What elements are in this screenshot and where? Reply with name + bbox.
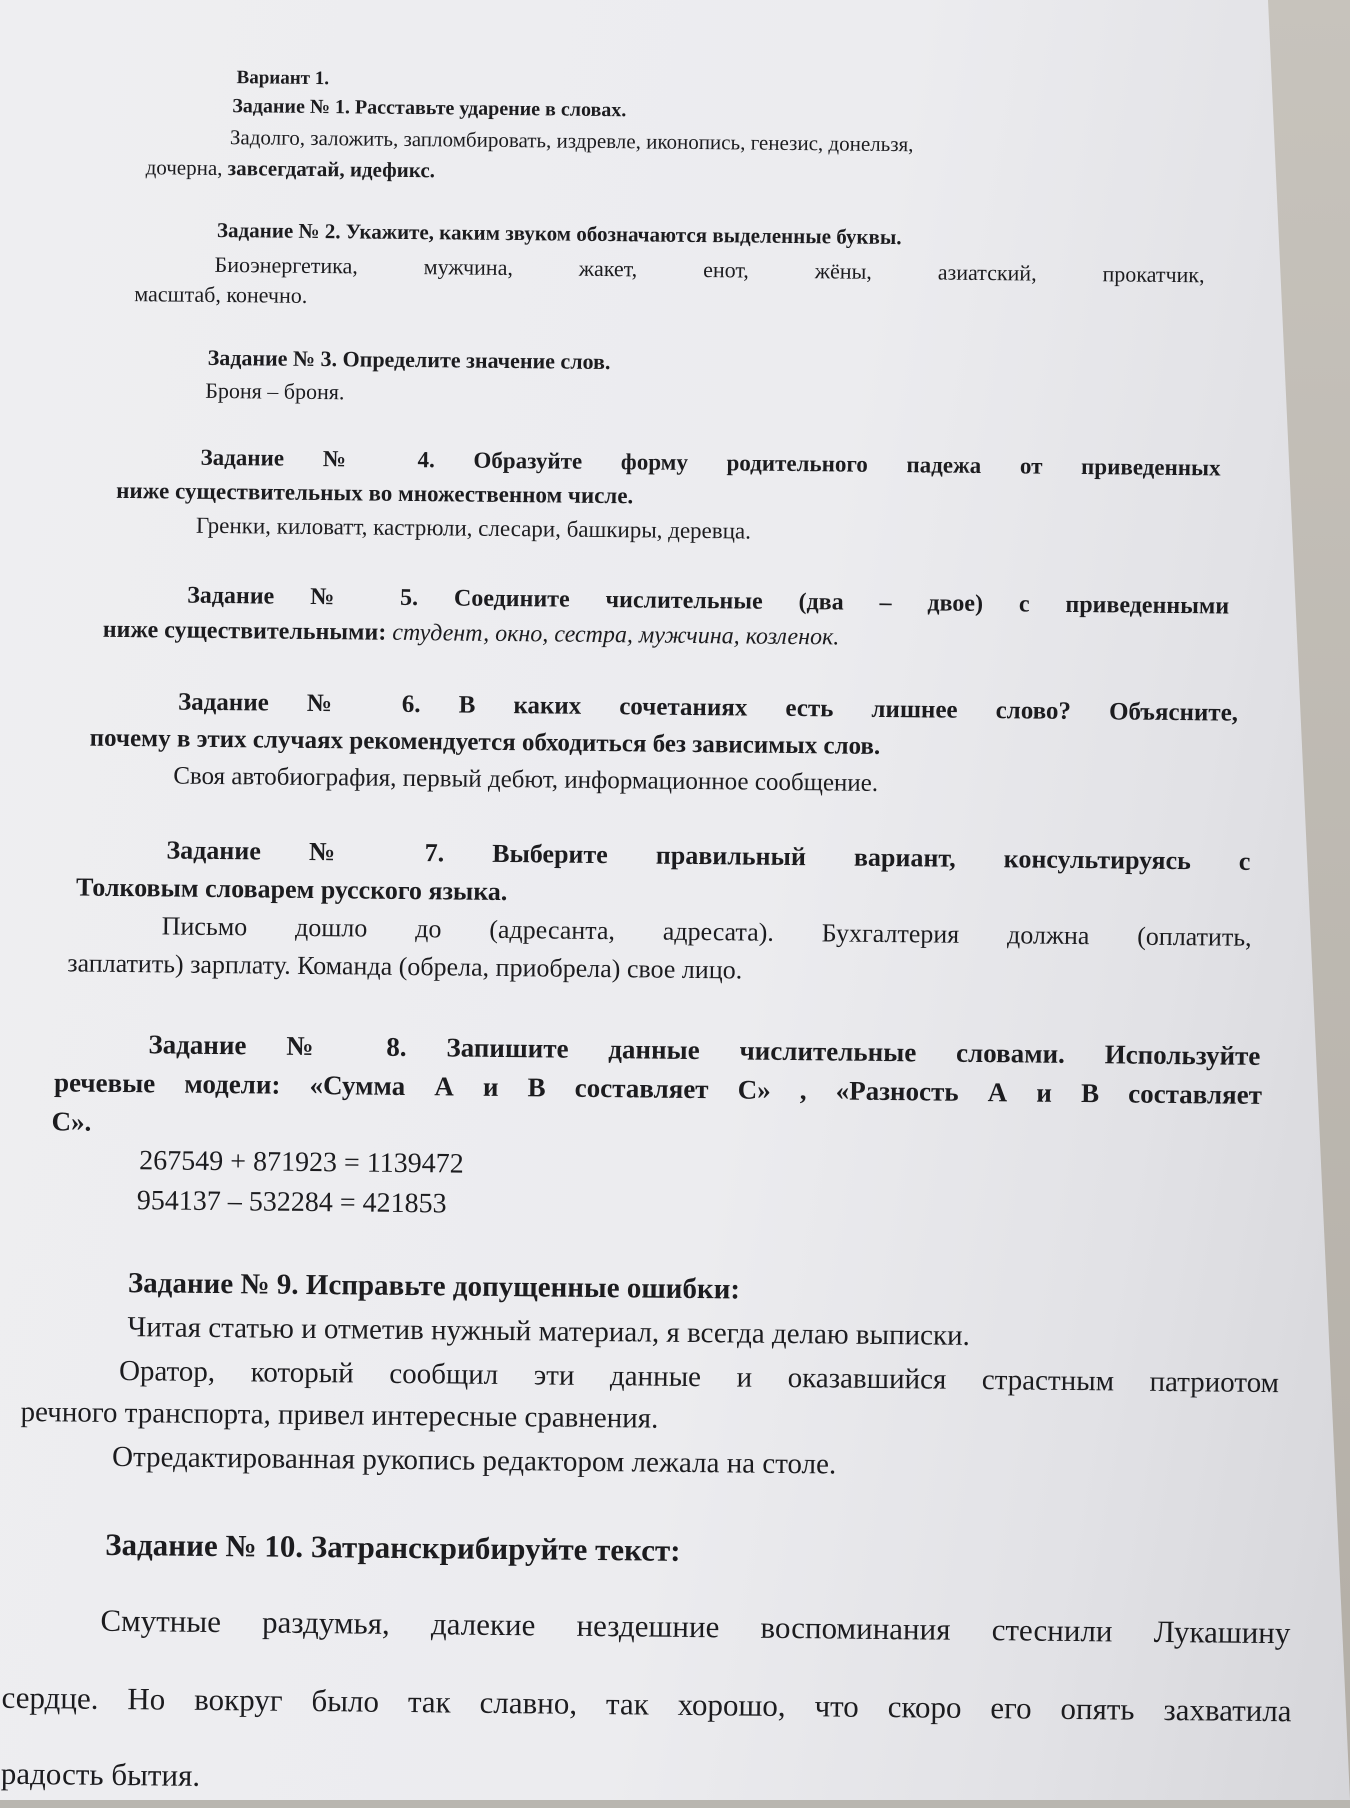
task-5-title-bold: ниже существительными: [102, 616, 387, 646]
task-3-title: Задание № 3. Определите значение слов. [207, 344, 611, 375]
task-9-title: Задание № 9. Исправьте допущенные ошибки: [127, 1267, 741, 1306]
task-5-title-line-2 [103, 618, 840, 650]
task-1-words-plain: дочерна, [145, 155, 228, 181]
task-5-nouns: студент, окно, сестра, мужчина, козленок. [392, 619, 840, 651]
task-4-title-line-2: ниже существительных во множественном числе. [116, 477, 634, 509]
task-10-text-line-3: радость бытия. [0, 1755, 201, 1793]
task-7-title-line-1: Задание № 7. Выберите правильный вариант, консультируясь с [166, 835, 1251, 876]
task-1-words-bold: завсегдатай, идефикс. [227, 156, 436, 183]
variant-heading: Вариант 1. [236, 67, 330, 90]
task-6-title-line-1: Задание № 6. В каких сочетаниях есть лишнее слово? Объясните, [177, 688, 1239, 727]
task-2-words-line-1: Биоэнергетика, мужчина, жакет, енот, жёны, азиатский, прокатчик, [214, 251, 1205, 288]
task-10-title: Задание № 10. Затранскрибируйте текст: [105, 1526, 681, 1568]
task-8-equation-2: 954137 – 532284 = 421853 [136, 1185, 447, 1220]
task-10-text-line-2: сердце. Но вокруг было так славно, так хорошо, что скоро его опять захватила [1, 1679, 1292, 1729]
task-4-title-line-1: Задание № 4. Образуйте форму родительного падежа от приведенных [200, 444, 1221, 481]
task-7-words-line-2: заплатить) зарплату. Команда (обрела, приобрела) свое лицо. [67, 948, 743, 985]
task-9-sentence-2-line-1: Оратор, который сообщил эти данные и оказавшийся страстным патриотом [118, 1354, 1280, 1400]
task-2-words-line-2: масштаб, конечно. [134, 281, 308, 308]
task-10-text-line-1: Смутные раздумья, далекие нездешние воспоминания стеснили Лукашину [100, 1602, 1291, 1651]
task-2-title: Задание № 2. Укажите, каким звуком обозначаются выделенные буквы. [216, 217, 902, 250]
task-7-words-line-1: Письмо дошло до (адресанта, адресата). Бухгалтерия должна (оплатить, [161, 911, 1252, 952]
task-6-words: Своя автобиография, первый дебют, информационное сообщение. [173, 762, 879, 797]
task-7-title-line-2: Толковым словарем русского языка. [75, 872, 508, 907]
task-3-words: Броня – броня. [205, 377, 345, 405]
task-4-words: Гренки, киловатт, кастрюли, слесари, башкиры, деревца. [195, 512, 752, 544]
task-9-sentence-3: Отредактированная рукопись редактором лежала на столе. [111, 1440, 837, 1481]
task-6-title-line-2: почему в этих случаях рекомендуется обходиться без зависимых слов. [89, 724, 881, 760]
task-1-words-line-1: Задолго, заложить, запломбировать, издревле, иконопись, генезис, донельзя, [229, 125, 914, 157]
task-1-words-line-2 [146, 157, 436, 181]
task-8-title-line-1: Задание № 8. Запишите данные числительные словами. Используйте [148, 1029, 1261, 1071]
task-9-sentence-1: Читая статью и отметив нужный материал, я всегда делаю выписки. [127, 1311, 970, 1352]
task-8-equation-1: 267549 + 871923 = 1139472 [139, 1145, 464, 1180]
task-5-title-line-1: Задание № 5. Соедините числительные (два – двое) с приведенными [187, 582, 1230, 620]
task-8-title-line-3: С». [51, 1106, 92, 1137]
task-1-title: Задание № 1. Расставьте ударение в словах. [232, 95, 627, 122]
task-9-sentence-2-line-2: речного транспорта, привел интересные сравнения. [20, 1395, 659, 1435]
task-8-title-line-2: речевые модели: «Сумма А и В составляет С» , «Разность А и В составляет [53, 1067, 1263, 1110]
